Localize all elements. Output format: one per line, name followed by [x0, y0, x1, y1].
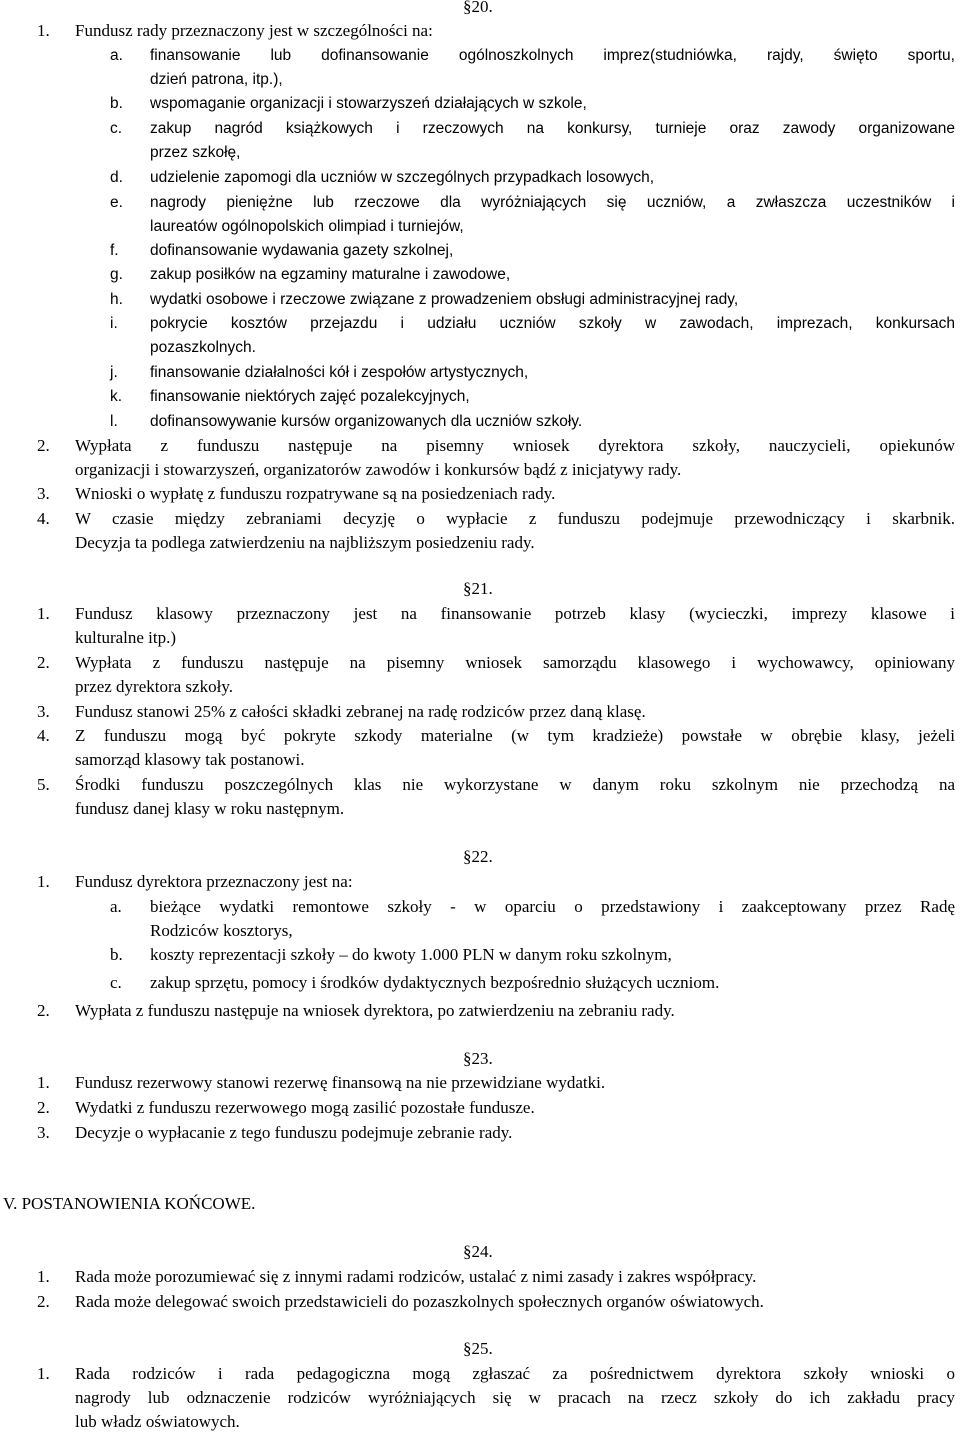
paragraph-21-2-line2: przez dyrektora szkoły. — [75, 677, 233, 696]
section-heading-24: §24. — [463, 1242, 493, 1261]
paragraph-21-1-line1: Fundusz klasowy przeznaczony jest na finansowanie potrzeb klasy (wycieczki, imprezy klasowe i — [75, 604, 955, 623]
sub-item-a-line2: dzień patrona, itp.), — [150, 71, 283, 88]
sub-label-b: b. — [110, 945, 123, 964]
sub-label-j: j. — [110, 364, 118, 381]
sub-item-b: wspomaganie organizacji i stowarzyszeń działających w szkole, — [150, 95, 587, 112]
paragraph-21-1-line2: kulturalne itp.) — [75, 628, 177, 647]
paragraph-21-3: Fundusz stanowi 25% z całości składki zebranej na radę rodziców przez daną klasę. — [75, 702, 646, 721]
paragraph-20-1: Fundusz rady przeznaczony jest w szczególności na: — [75, 21, 433, 40]
sub-label-b: b. — [110, 95, 123, 112]
item-number: 3. — [37, 484, 50, 503]
section-heading-22: §22. — [463, 847, 493, 866]
item-number: 1. — [37, 1364, 50, 1383]
item-number: 2. — [37, 1001, 50, 1020]
sub-item-d: udzielenie zapomogi dla uczniów w szczególnych przypadkach losowych, — [150, 169, 655, 186]
item-number: 1. — [37, 604, 50, 623]
paragraph-24-1: Rada może porozumiewać się z innymi radami rodziców, ustalać z nimi zasady i zakres współpracy. — [75, 1267, 757, 1286]
paragraph-21-4-line1: Z funduszu mogą być pokryte szkody materialne (w tym kradzieże) powstałe w obrębie klasy, jeżeli — [75, 726, 955, 745]
sub-label-g: g. — [110, 266, 123, 283]
section-heading-20: §20. — [463, 0, 493, 16]
section-heading-21: §21. — [463, 579, 493, 598]
sub-item-i-line1: pokrycie kosztów przejazdu i udziału uczniów szkoły w zawodach, imprezach, konkursach — [150, 315, 955, 332]
chapter-heading: V. POSTANOWIENIA KOŃCOWE. — [3, 1194, 256, 1213]
sub-item-22b: koszty reprezentacji szkoły – do kwoty 1.000 PLN w danym roku szkolnym, — [150, 945, 672, 964]
sub-label-k: k. — [110, 388, 123, 405]
item-number: 2. — [37, 436, 50, 455]
sub-item-l: dofinansowywanie kursów organizowanych dla uczniów szkoły. — [150, 413, 583, 430]
sub-label-f: f. — [110, 242, 119, 259]
paragraph-20-3: Wnioski o wypłatę z funduszu rozpatrywane są na posiedzeniach rady. — [75, 484, 556, 503]
sub-label-d: d. — [110, 169, 123, 186]
sub-item-f: dofinansowanie wydawania gazety szkolnej, — [150, 242, 454, 259]
sub-item-k: finansowanie niektórych zajęć pozalekcyjnych, — [150, 388, 470, 405]
paragraph-20-2-line1: Wypłata z funduszu następuje na pisemny wniosek dyrektora szkoły, nauczycieli, opiekunów — [75, 436, 955, 455]
sub-item-i-line2: pozaszkolnych. — [150, 339, 256, 356]
sub-item-a-line1: finansowanie lub dofinansowanie ogólnoszkolnych imprez(studniówka, rajdy, święto sportu, — [150, 47, 955, 64]
item-number: 1. — [37, 21, 50, 40]
sub-label-a: a. — [110, 47, 123, 64]
sub-item-c-line1: zakup nagród książkowych i rzeczowych na konkursy, turnieje oraz zawody organizowane — [150, 120, 955, 137]
sub-item-e-line2: laureatów ogólnopolskich olimpiad i turniejów, — [150, 218, 464, 235]
item-number: 5. — [37, 775, 50, 794]
section-heading-23: §23. — [463, 1049, 493, 1068]
sub-label-i: i. — [110, 315, 118, 332]
sub-item-22a-line1: bieżące wydatki remontowe szkoły - w oparciu o przedstawiony i zaakceptowany przez Radę — [150, 897, 955, 916]
paragraph-20-2-line2: organizacji i stowarzyszeń, organizatorów zawodów i konkursów bądź z inicjatywy rady. — [75, 460, 682, 479]
item-number: 4. — [37, 509, 50, 528]
paragraph-21-5-line2: fundusz danej klasy w roku następnym. — [75, 799, 345, 818]
paragraph-21-4-line2: samorząd klasowy tak postanowi. — [75, 750, 305, 769]
paragraph-21-5-line1: Środki funduszu poszczególnych klas nie wykorzystane w danym roku szkolnym nie przechodzą na — [75, 775, 955, 794]
sub-item-j: finansowanie działalności kół i zespołów artystycznych, — [150, 364, 529, 381]
paragraph-21-2-line1: Wypłata z funduszu następuje na pisemny wniosek samorządu klasowego i wychowawcy, opiniowany — [75, 653, 955, 672]
item-number: 2. — [37, 1292, 50, 1311]
item-number: 1. — [37, 872, 50, 891]
paragraph-25-1-line1: Rada rodziców i rada pedagogiczna mogą zgłaszać za pośrednictwem dyrektora szkoły wnioski o — [75, 1364, 955, 1383]
item-number: 4. — [37, 726, 50, 745]
item-number: 1. — [37, 1267, 50, 1286]
sub-label-c: c. — [110, 120, 123, 137]
sub-label-c: c. — [110, 973, 122, 992]
item-number: 3. — [37, 1123, 50, 1142]
paragraph-20-4-line2: Decyzja ta podlega zatwierdzeniu na najbliższym posiedzeniu rady. — [75, 533, 535, 552]
sub-label-h: h. — [110, 291, 123, 308]
item-number: 2. — [37, 653, 50, 672]
sub-label-e: e. — [110, 194, 123, 211]
sub-item-g: zakup posiłków na egzaminy maturalne i zawodowe, — [150, 266, 511, 283]
item-number: 2. — [37, 1098, 50, 1117]
paragraph-25-1-line3: lub władz oświatowych. — [75, 1412, 240, 1431]
paragraph-23-3: Decyzje o wypłacanie z tego funduszu podejmuje zebranie rady. — [75, 1123, 513, 1142]
paragraph-24-2: Rada może delegować swoich przedstawicieli do pozaszkolnych społecznych organów oświatowych. — [75, 1292, 764, 1311]
item-number: 3. — [37, 702, 50, 721]
paragraph-22-1: Fundusz dyrektora przeznaczony jest na: — [75, 872, 353, 891]
sub-item-h: wydatki osobowe i rzeczowe związane z prowadzeniem obsługi administracyjnej rady, — [150, 291, 739, 308]
paragraph-23-1: Fundusz rezerwowy stanowi rezerwę finansową na nie przewidziane wydatki. — [75, 1073, 606, 1092]
sub-item-22c: zakup sprzętu, pomocy i środków dydaktycznych bezpośrednio służących uczniom. — [150, 973, 720, 992]
item-number: 1. — [37, 1073, 50, 1092]
paragraph-25-1-line2: nagrody lub odznaczenie rodziców wyróżniających się w pracach na rzecz szkoły do ich zakładu pracy — [75, 1388, 955, 1407]
sub-item-22a-line2: Rodziców kosztorys, — [150, 921, 293, 940]
paragraph-20-4-line1: W czasie między zebraniami decyzję o wypłacie z funduszu podejmuje przewodniczący i skarbnik. — [75, 509, 955, 528]
sub-item-e-line1: nagrody pieniężne lub rzeczowe dla wyróżniających się uczniów, a zwłaszcza uczestników i — [150, 194, 955, 211]
paragraph-22-2: Wypłata z funduszu następuje na wniosek dyrektora, po zatwierdzeniu na zebraniu rady. — [75, 1001, 675, 1020]
paragraph-23-2: Wydatki z funduszu rezerwowego mogą zasilić pozostałe fundusze. — [75, 1098, 535, 1117]
sub-item-c-line2: przez szkołę, — [150, 144, 241, 161]
section-heading-25: §25. — [463, 1339, 493, 1358]
sub-label-a: a. — [110, 897, 122, 916]
sub-label-l: l. — [110, 413, 118, 430]
